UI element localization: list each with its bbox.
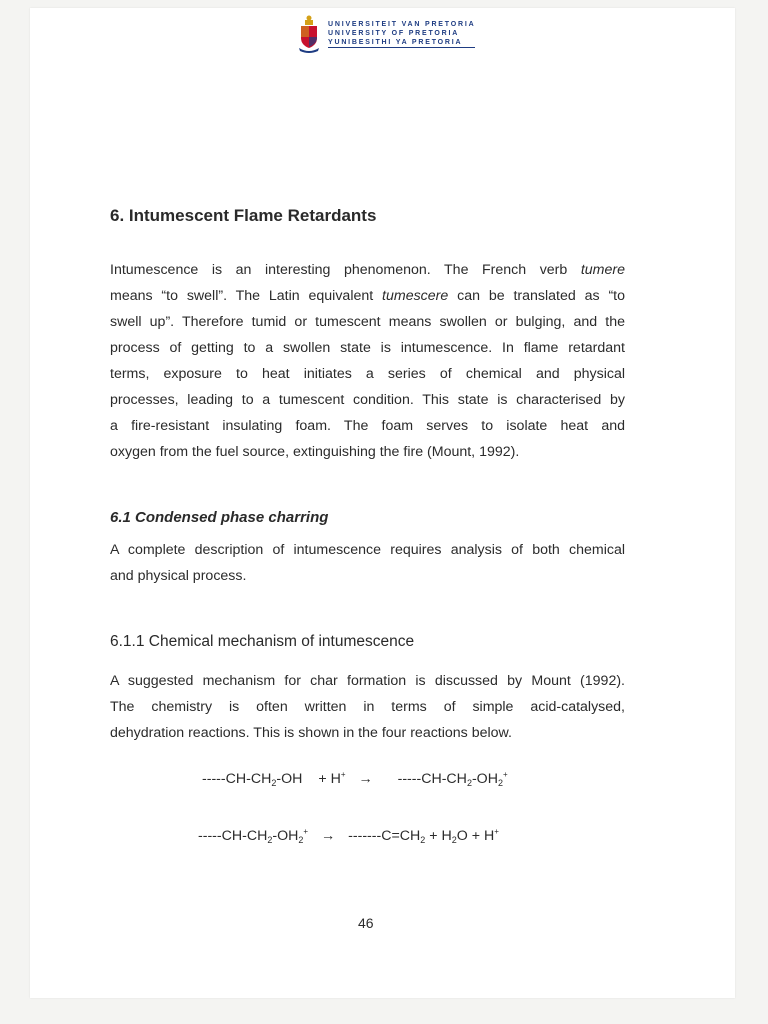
italic-term: tumescere <box>382 288 449 304</box>
university-name <box>328 20 475 48</box>
paragraph-line: oxygen from the fuel source, extinguishing the fire (Mount, 1992). <box>110 444 520 460</box>
reaction-arrow: → <box>358 771 373 787</box>
university-logo <box>298 14 475 54</box>
paragraph-line: terms, exposure to heat initiates a series of chemical and physical <box>110 366 625 382</box>
crest-icon <box>298 14 320 54</box>
paragraph-line: a fire-resistant insulating foam. The foam serves to isolate heat and <box>110 418 625 434</box>
paragraph-line: The chemistry is often written in terms of simple acid-catalysed, <box>110 699 625 715</box>
subsection-title: 6.1 Condensed phase charring <box>110 509 329 526</box>
page-number: 46 <box>358 915 374 931</box>
reaction-equation-2: $-----CH-CH_2-OH_2^+ \to -------C=CH_2 + H_2O + H^+$ <box>198 827 499 845</box>
reaction-equation-1: $-----CH-CH_2-OH + H^+ \to -----CH-CH_2-OH_2^+$ <box>202 770 508 788</box>
paragraph-line: processes, leading to a tumescent condition. This state is characterised by <box>110 392 625 408</box>
paragraph-line: process of getting to a swollen state is intumescence. In flame retardant <box>110 340 625 356</box>
subsection-paragraph <box>110 537 625 589</box>
paragraph-line: A complete description of intumescence requires analysis of both chemical <box>110 542 625 558</box>
paragraph-line: A suggested mechanism for char formation is discussed by Mount (1992). <box>110 673 625 689</box>
subsubsection-paragraph <box>110 668 625 746</box>
paragraph-line: swell up”. Therefore tumid or tumescent means swollen or bulging, and the <box>110 314 625 330</box>
paragraph-line: dehydration reactions. This is shown in the four reactions below. <box>110 725 512 741</box>
university-name-english: UNIVERSITY OF PRETORIA <box>328 30 460 37</box>
paragraph-line: and physical process. <box>110 568 247 584</box>
paragraph-line: Intumescence is an interesting phenomenon. The French verb tumere <box>110 262 625 278</box>
reaction-arrow: → <box>321 828 336 844</box>
paragraph-line: means “to swell”. The Latin equivalent tumescere can be translated as “to <box>110 288 625 304</box>
section-paragraph <box>110 257 625 465</box>
section-title: 6. Intumescent Flame Retardants <box>110 206 377 225</box>
document-page <box>30 8 735 998</box>
subsubsection-title: 6.1.1 Chemical mechanism of intumescence <box>110 633 415 650</box>
university-name-sepedi: YUNIBESITHI YA PRETORIA <box>328 38 475 48</box>
university-name-afrikaans: UNIVERSITEIT VAN PRETORIA <box>328 21 476 28</box>
italic-term: tumere <box>580 262 625 278</box>
